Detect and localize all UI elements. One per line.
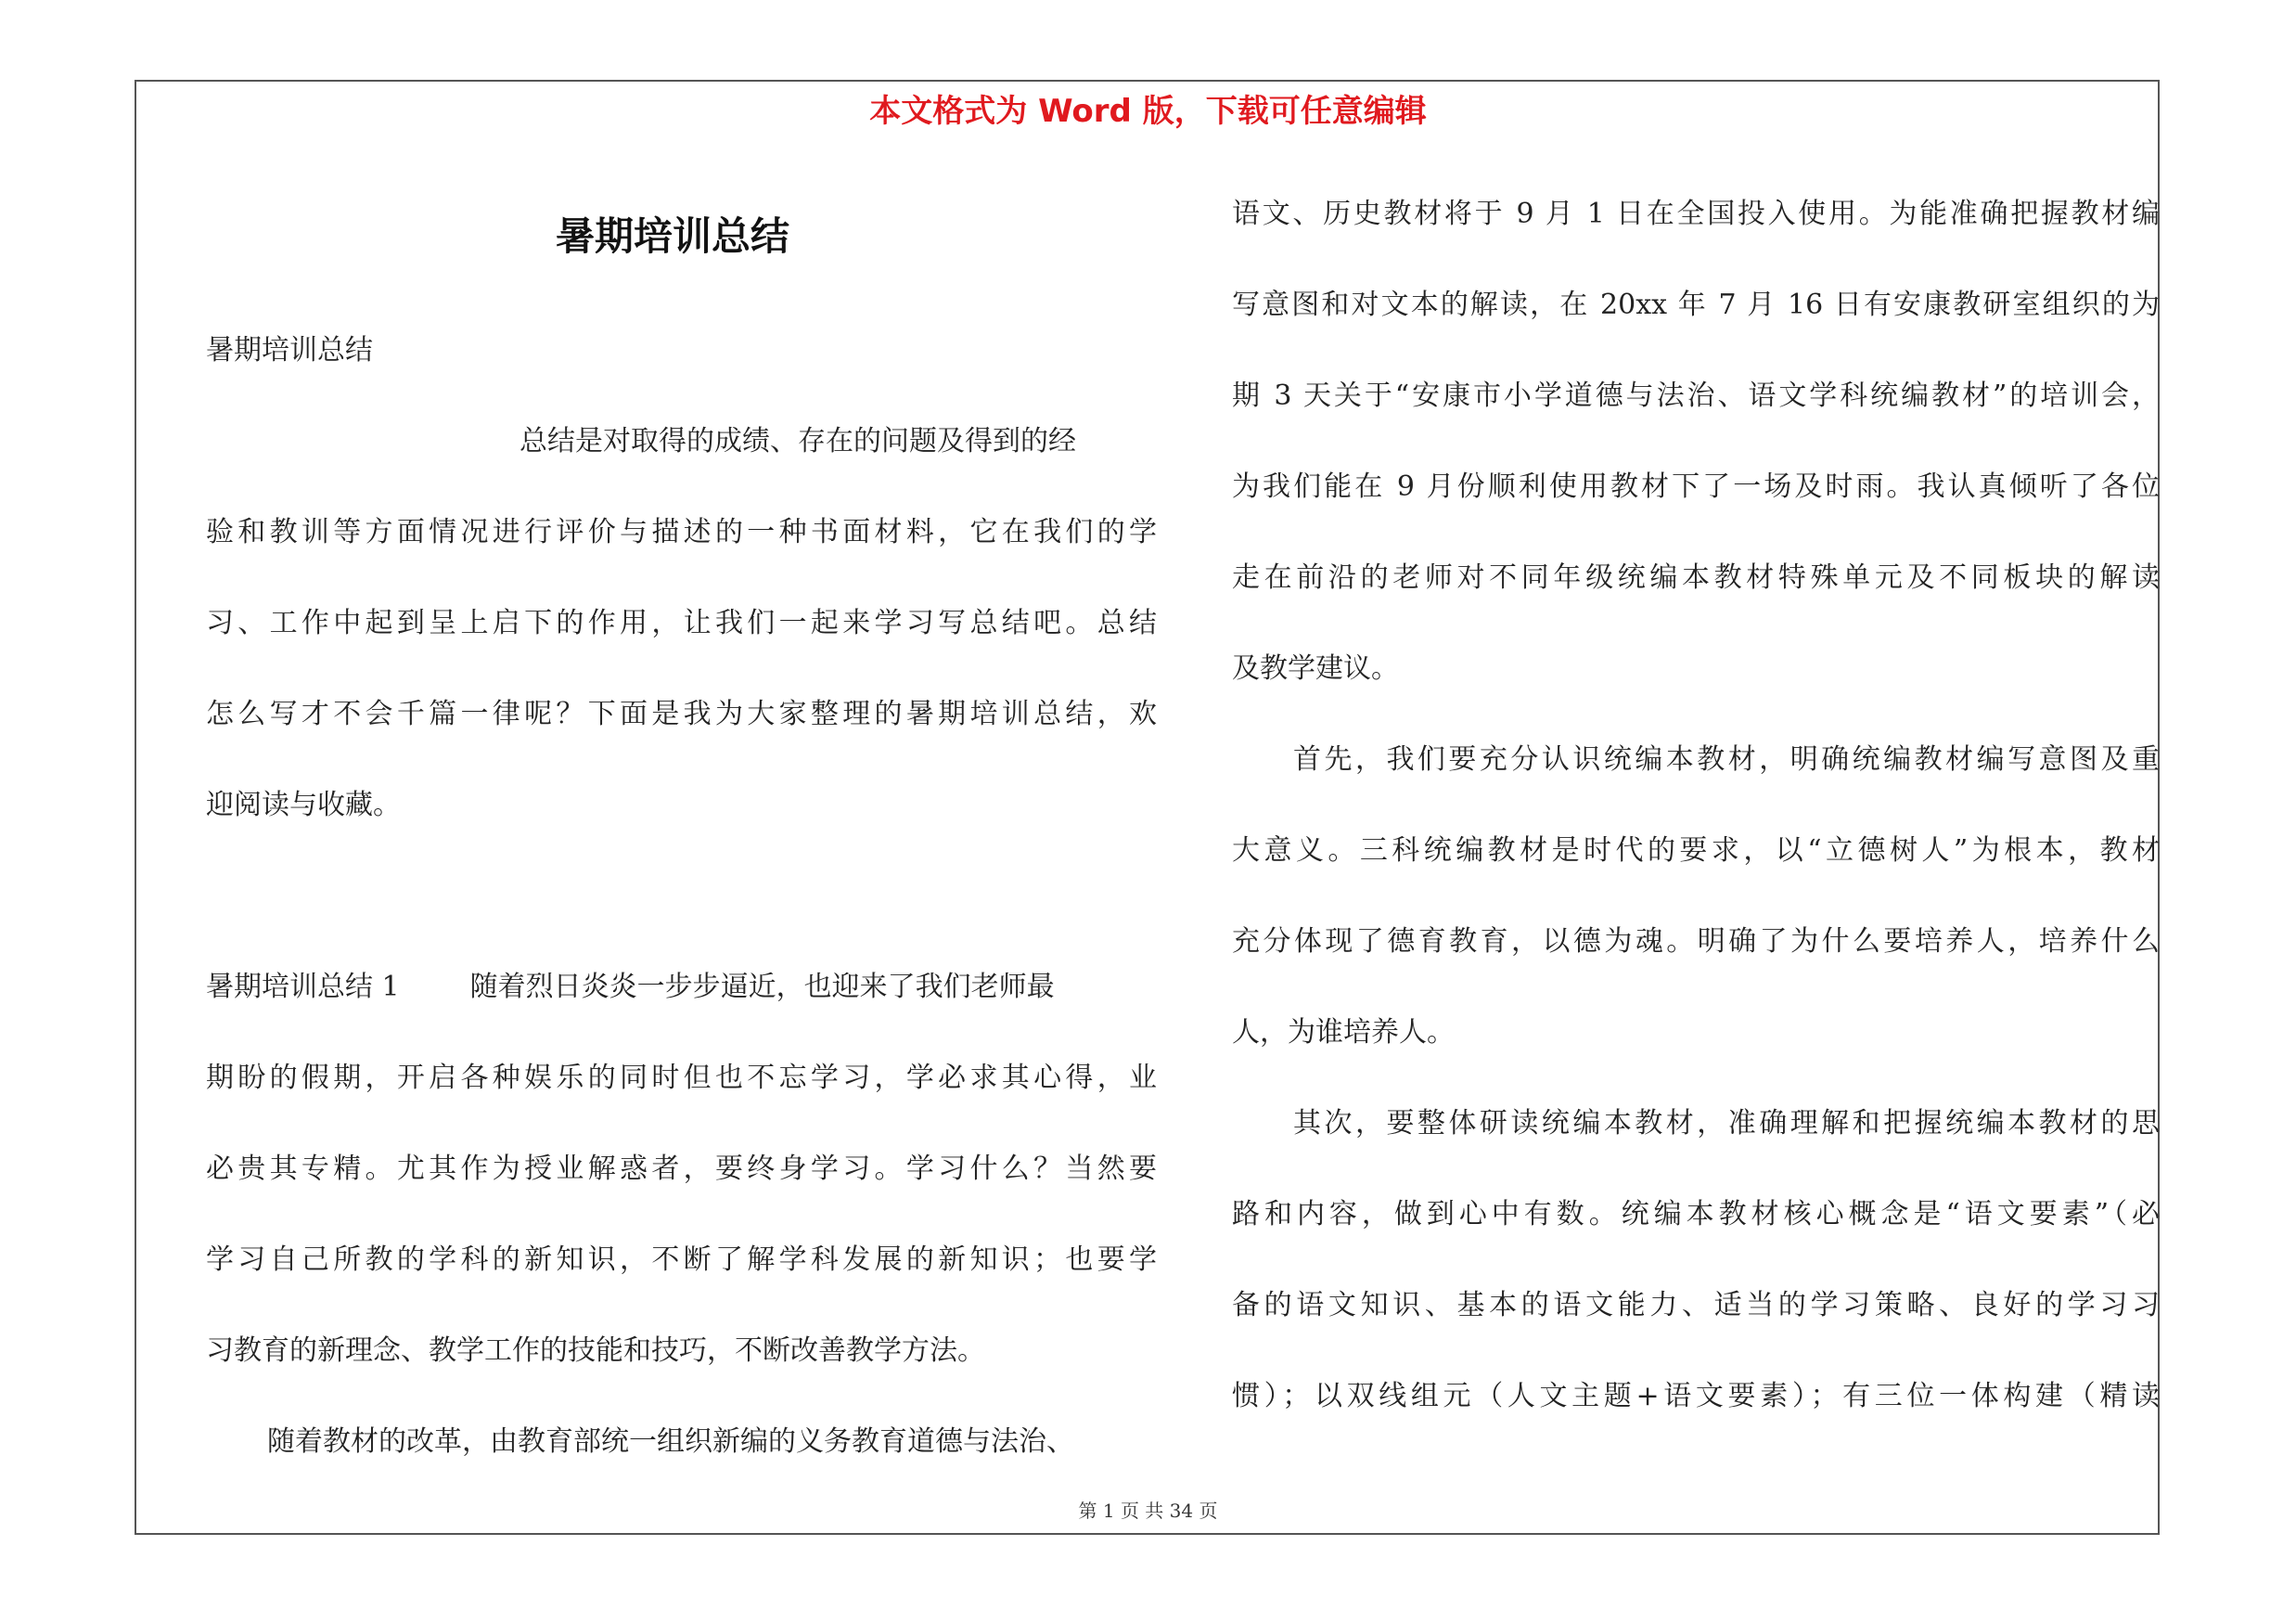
right-para1-line: 写意图和对文本的解读，在 20xx 年 7 月 16 日有安康教研室组织的为 — [1232, 289, 2160, 321]
right-column — [1232, 169, 2160, 1442]
editable-format-banner: 本文格式为 Word 版，下载可任意编辑 — [869, 93, 1427, 130]
right-para3-line: 其次，要整体研读统编本教材，准确理解和把握统编本教材的思 — [1293, 1107, 2160, 1140]
right-para2-line: 人，为谁培养人。 — [1232, 1016, 1455, 1049]
left-section-line — [206, 942, 1157, 1033]
right-para1-line: 期 3 天关于“安康市小学道德与法治、语文学科统编教材”的培训会， — [1232, 380, 2160, 412]
left-subtitle: 暑期培训总结 — [206, 334, 373, 367]
left-column — [206, 305, 1157, 1488]
right-para2-line: 大意义。三科统编教材是时代的要求，以“立德树人”为根本，教材 — [1232, 834, 2160, 867]
left-para2-line: 必贵其专精。尤其作为授业解惑者，要终身学习。学习什么？当然要 — [206, 1153, 1157, 1185]
left-para1-line: 验和教训等方面情况进行评价与描述的一种书面材料，它在我们的学 — [206, 516, 1157, 548]
left-para2-line: 习教育的新理念、教学工作的技能和技巧，不断改善教学方法。 — [206, 1334, 985, 1367]
blank-line — [206, 851, 1157, 942]
right-para3-line: 惯）；以双线组元（人文主题+语文要素）；有三位一体构建（精读 — [1232, 1380, 2160, 1412]
right-para2-line: 首先，我们要充分认识统编本教材，明确统编教材编写意图及重 — [1293, 743, 2160, 776]
left-para1-line: 怎么写才不会千篇一律呢？下面是我为大家整理的暑期培训总结，欢 — [206, 698, 1157, 730]
left-para3-line: 随着教材的改革，由教育部统一组织新编的义务教育道德与法治、 — [267, 1425, 1074, 1458]
left-para2-line: 期盼的假期，开启各种娱乐的同时但也不忘学习，学必求其心得，业 — [206, 1062, 1157, 1094]
left-para1-line: 迎阅读与收藏。 — [206, 789, 401, 821]
right-para2-line: 充分体现了德育教育，以德为魂。明确了为什么要培养人，培养什么 — [1232, 925, 2160, 958]
left-para2-line: 随着烈日炎炎一步步逼近，也迎来了我们老师最 — [469, 971, 1055, 1003]
left-para1-line: 习、工作中起到呈上启下的作用，让我们一起来学习写总结吧。总结 — [206, 607, 1157, 639]
left-para2-line: 学习自己所教的学科的新知识，不断了解学科发展的新知识；也要学 — [206, 1243, 1157, 1276]
page-number: 第 1 页 共 34 页 — [1078, 1500, 1218, 1522]
left-para1-line: 总结是对取得的成绩、存在的问题及得到的经 — [519, 425, 1076, 457]
document-title: 暑期培训总结 — [555, 213, 789, 259]
right-para1-line: 为我们能在 9 月份顺利使用教材下了一场及时雨。我认真倾听了各位 — [1232, 470, 2160, 503]
right-para3-line: 路和内容，做到心中有数。统编本教材核心概念是“语文要素”（必 — [1232, 1198, 2160, 1230]
right-para1-line: 语文、历史教材将于 9 月 1 日在全国投入使用。为能准确把握教材编 — [1232, 198, 2160, 230]
right-para1-line: 及教学建议。 — [1232, 652, 1399, 685]
right-para3-line: 备的语文知识、基本的语文能力、适当的学习策略、良好的学习习 — [1232, 1289, 2160, 1321]
right-para1-line: 走在前沿的老师对不同年级统编本教材特殊单元及不同板块的解读 — [1232, 561, 2160, 594]
section-heading: 暑期培训总结 1 — [206, 971, 400, 1003]
